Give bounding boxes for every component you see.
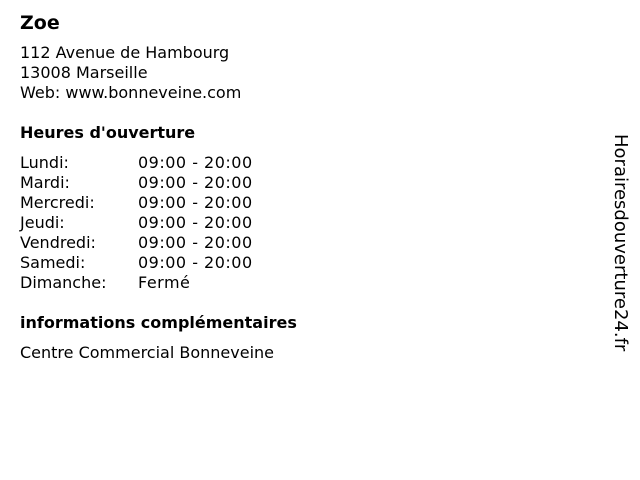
opening-hours-table [20, 153, 253, 293]
day-hours: 09:00 - 20:00 [138, 173, 253, 192]
hours-row-friday [20, 233, 253, 253]
hours-row-thursday [20, 213, 253, 233]
day-hours: 09:00 - 20:00 [138, 153, 253, 172]
hours-row-saturday [20, 253, 253, 273]
day-hours: 09:00 - 20:00 [138, 193, 253, 212]
hours-row-tuesday [20, 173, 253, 193]
opening-hours-title: Heures d'ouverture [20, 123, 196, 142]
additional-info-text: Centre Commercial Bonneveine [20, 343, 274, 362]
website-link[interactable]: Web: www.bonneveine.com [20, 83, 242, 102]
hours-row-monday [20, 153, 253, 173]
day-label: Mercredi: [20, 193, 95, 212]
store-name: Zoe [20, 12, 60, 34]
day-hours: 09:00 - 20:00 [138, 233, 253, 252]
day-label: Mardi: [20, 173, 70, 192]
day-label: Lundi: [20, 153, 69, 172]
day-label: Jeudi: [20, 213, 65, 232]
address-line-1: 112 Avenue de Hambourg [20, 43, 230, 62]
hours-row-wednesday [20, 193, 253, 213]
day-label: Samedi: [20, 253, 86, 272]
day-hours: Fermé [138, 273, 191, 292]
day-label: Dimanche: [20, 273, 107, 292]
day-label: Vendredi: [20, 233, 96, 252]
additional-info-title: informations complémentaires [20, 313, 297, 332]
store-info-card [20, 11, 580, 363]
hours-row-sunday [20, 273, 253, 293]
site-watermark: Horairesdouverture24.fr [610, 134, 631, 352]
day-hours: 09:00 - 20:00 [138, 253, 253, 272]
day-hours: 09:00 - 20:00 [138, 213, 253, 232]
address-line-2: 13008 Marseille [20, 63, 148, 82]
